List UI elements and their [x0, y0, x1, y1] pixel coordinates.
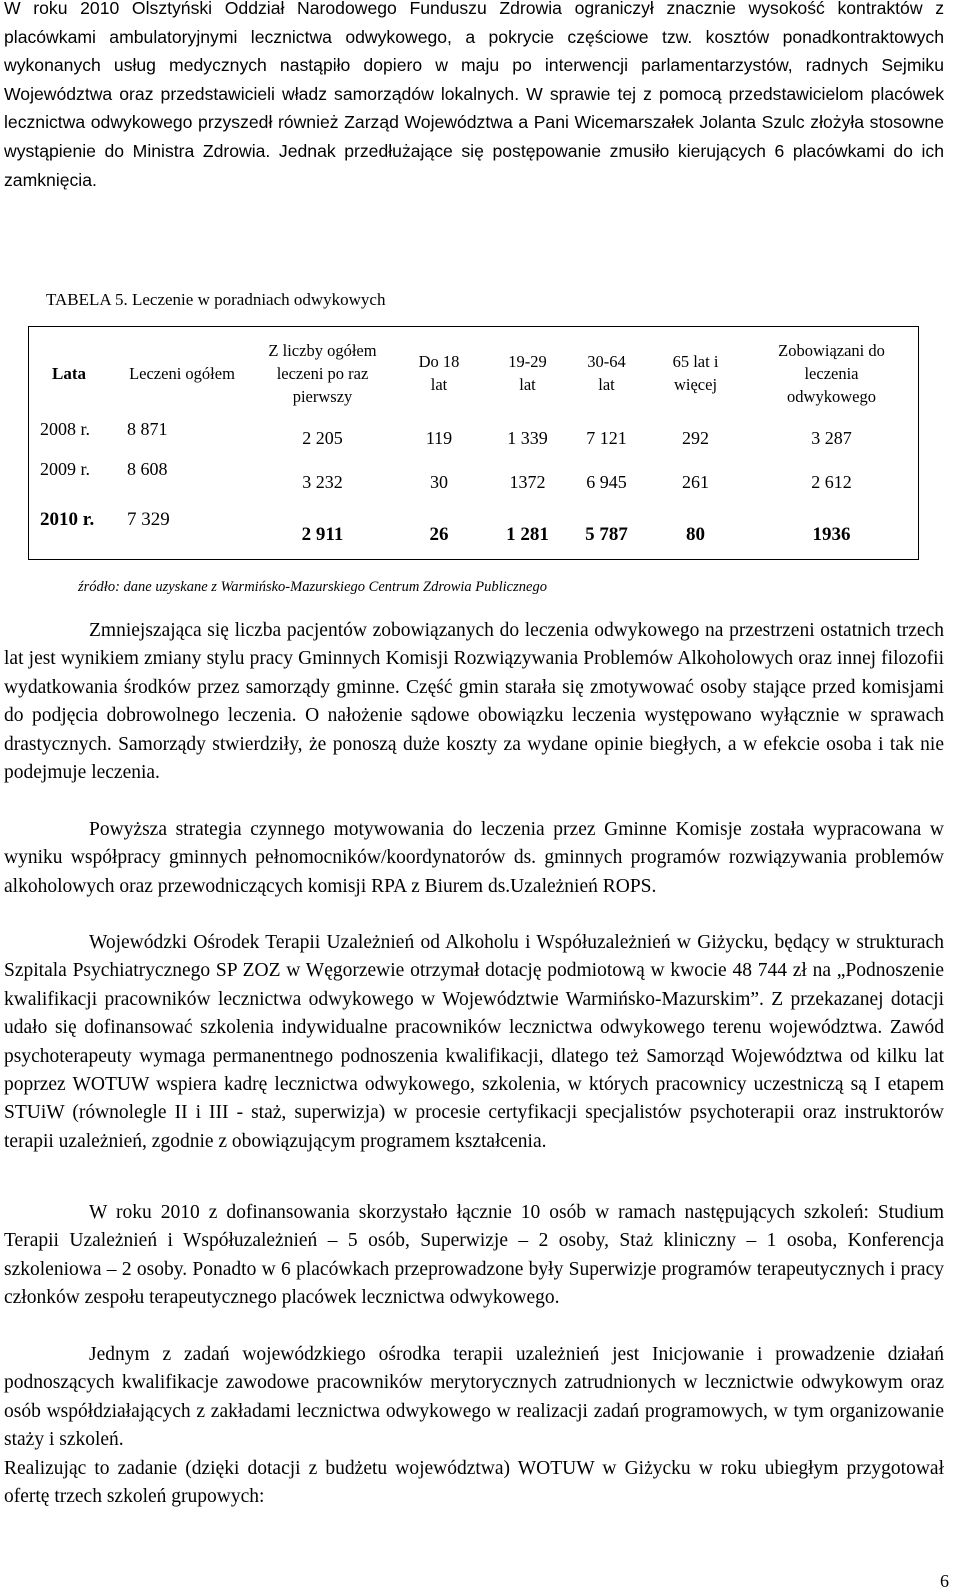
cell-under-18: 26: [429, 524, 449, 545]
cell-19-29: 1 281: [506, 524, 549, 545]
cell-year: 2009 r.: [40, 459, 91, 479]
cell-65-plus: 80: [686, 524, 705, 545]
cell-first-time: 2 205: [302, 427, 343, 448]
page-number: 6: [940, 1571, 949, 1591]
header-lata: Lata: [52, 363, 86, 383]
header-19-29: 19-29 lat: [508, 352, 547, 394]
paragraph: Jednym z zadań wojewódzkiego ośrodka terapii uzależnień jest Inicjowanie i prowadzenie działań podnoszących kwalifikacje zawodowe pracowników merytorycznych zatrudnionych w lecznictwie odwykowym oraz osób współdziałających z zakładami lecznictwa odwykowego w realizacji zadań programowych, w tym organizowanie staży i szkoleń.: [4, 1344, 944, 1451]
cell-under-18: 30: [430, 471, 448, 492]
cell-30-64: 6 945: [586, 471, 627, 492]
cell-total: 8 608: [127, 459, 168, 479]
header-65-plus: 65 lat i więcej: [672, 352, 719, 394]
table-source: źródło: dane uzyskane z Warmińsko-Mazurskiego Centrum Zdrowia Publicznego: [78, 579, 547, 595]
table-row: [29, 501, 919, 560]
paragraph: Zmniejszająca się liczba pacjentów zobowiązanych do leczenia odwykowego na przestrzeni ostatnich trzech lat jest wynikiem zmiany stylu pracy Gminnych Komisji Rozwiązywania Problemów Alkoholowych oraz innej filozofii wydatkowania środków przez samorządy gminne. Część gmin starała się zmotywować osoby stające przed komisjami do podjęcia dobrowolnego leczenia. O nałożenie sądowe obowiązku leczenia występowano wyłącznie w sprawach drastycznych. Samorządy stwierdziły, że ponoszą duże koszty za wydane opinie biegłych, a w efekcie osoba i tak nie podejmuje leczenia.: [4, 620, 944, 784]
treatment-table: [28, 326, 919, 560]
header-zobowiazani: Zobowiązani do leczenia odwykowego: [778, 340, 885, 406]
cell-total: 7 329: [127, 509, 170, 530]
cell-first-time: 3 232: [302, 471, 343, 492]
header-leczeni-ogolem: Leczeni ogółem: [129, 363, 235, 383]
cell-under-18: 119: [425, 427, 453, 448]
cell-30-64: 5 787: [585, 524, 628, 545]
table-header-row: [29, 327, 919, 420]
paragraph-intro: W roku 2010 Olsztyński Oddział Narodowego Funduszu Zdrowia ograniczył znacznie wysokość kontraktów z placówkami ambulatoryjnymi lecznictwa odwykowego, a pokrycie częściowe tzw. kosztów ponadkontraktowych wykonanych usług medycznych nastąpiło dopiero w maju po interwencji parlamentarzystów, radnych Sejmiku Województwa oraz przedstawicieli władz samorządów lokalnych. W sprawie tej z pomocą przedstawicielom placówek lecznictwa odwykowego przyszedł również Zarząd Województwa a Pani Wicemarszałek Jolanta Szulc złożyła stosowne wystąpienie do Ministra Zdrowia. Jednak przedłużające się postępowanie zmusiło kierujących 6 placówkami do ich zamknięcia.: [4, 0, 944, 190]
cell-19-29: 1372: [509, 471, 546, 492]
cell-year: 2010 r.: [40, 509, 95, 530]
cell-obligated: 3 287: [811, 427, 852, 448]
header-pierwszy-raz: Z liczby ogółem leczeni po raz pierwszy: [268, 340, 377, 406]
cell-19-29: 1 339: [507, 427, 548, 448]
paragraph: Wojewódzki Ośrodek Terapii Uzależnień od Alkoholu i Współuzależnień w Giżycku, będący w strukturach Szpitala Psychiatrycznego SP ZOZ w Węgorzewie otrzymał dotację podmiotową w kwocie 48 744 zł na „Podnoszenie kwalifikacji pracowników lecznictwa odwykowego w Województwie Warmińsko-Mazurskim”. Z przekazanej dotacji udało się dofinansować szkolenia indywidualne pracowników lecznictwa odwykowego terenu województwa. Zawód psychoterapeuty wymaga permanentnego podnoszenia kwalifikacji, dlatego też Samorząd Województwa od kilku lat poprzez WOTUW wspiera kadrę lecznictwa odwykowego, szkolenia, w których pracownicy uczestniczą są I etapem STUiW (równolegle II i III - staż, superwizja) w procesie certyfikacji specjalistów psychoterapii oraz instruktorów terapii uzależnień, zgodnie z obowiązującym programem kształcenia.: [4, 932, 944, 1152]
cell-total: 8 871: [127, 419, 168, 439]
cell-year: 2008 r.: [40, 419, 91, 439]
cell-65-plus: 292: [682, 427, 709, 448]
paragraph: W roku 2010 z dofinansowania skorzystało łącznie 10 osób w ramach następujących szkoleń: Studium Terapii Uzależnień i Współuzależnień – 5 osób, Superwizje – 2 osoby, Staż kliniczny – 1 osoba, Konferencja szkoleniowa – 2 osoby. Ponadto w 6 placówkach przeprowadzone były Superwizje programów terapeutycznych i pracy członków zespołu terapeutycznego placówek lecznictwa odwykowego.: [4, 1202, 944, 1309]
table-caption: TABELA 5. Leczenie w poradniach odwykowych: [46, 290, 386, 309]
table-row: [29, 419, 919, 457]
cell-65-plus: 261: [682, 471, 709, 492]
cell-first-time: 2 911: [301, 524, 344, 545]
header-do-18: Do 18 lat: [418, 352, 460, 394]
cell-obligated: 2 612: [811, 471, 852, 492]
cell-30-64: 7 121: [586, 427, 627, 448]
table-row: [29, 457, 919, 501]
paragraph: Powyższa strategia czynnego motywowania do leczenia przez Gminne Komisje została wypracowana w wyniku współpracy gminnych pełnomocników/koordynatorów ds. gminnych programów rozwiązywania problemów alkoholowych oraz przewodniczących komisji RPA z Biurem ds.Uzależnień ROPS.: [4, 819, 944, 897]
header-30-64: 30-64 lat: [587, 352, 626, 394]
paragraph: Realizując to zadanie (dzięki dotacji z budżetu województwa) WOTUW w Giżycku w roku ubiegłym przygotował ofertę trzech szkoleń grupowych:: [4, 1458, 944, 1508]
cell-obligated: 1936: [812, 524, 851, 545]
